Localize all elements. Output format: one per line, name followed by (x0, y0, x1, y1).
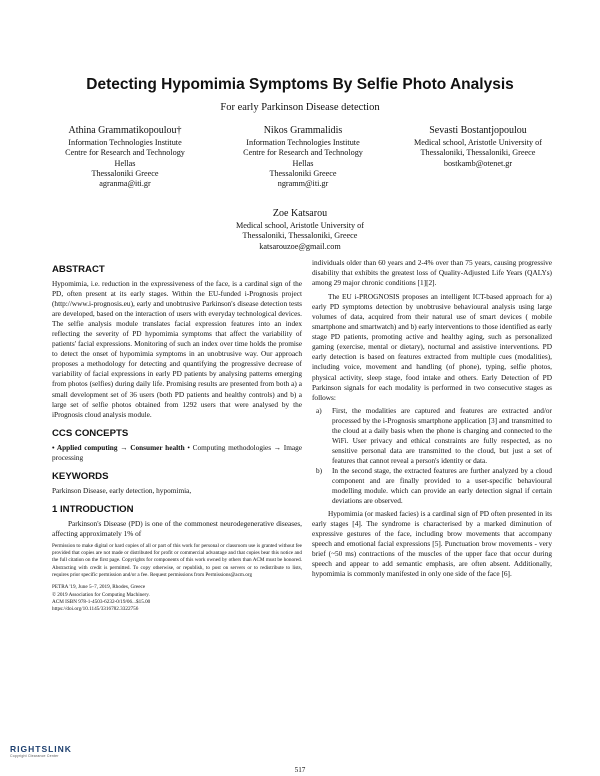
publication-info (52, 584, 302, 613)
list-item (312, 406, 552, 466)
author-block (378, 124, 578, 169)
intro-paragraph: Parkinson's Disease (PD) is one of the commonest neurodegenerative diseases, affecting approximately 1% of (52, 518, 302, 538)
intro-paragraph: individuals older than 60 years and 2-4% over than 75 years, causing progressive disability that exhibits the greatest loss of Quality-Adjusted Life Years (QALYs) among 29 major chronic conditions [1][2]. (312, 258, 552, 288)
author-name: Athina Grammatikopoulou† (68, 125, 182, 136)
rightslink-logo[interactable] (10, 744, 78, 762)
list-label: a) (316, 405, 322, 415)
ccs-item: • Computing methodologies → Image processing (52, 442, 303, 462)
abstract-text: Hypomimia, i.e. reduction in the expressiveness of the face, is a cardinal sign of the PD, often present at its early stages. Within the EU-funded i-Prognosis project (http://www.i-prognosis.eu), early and unobtrusive Parkinson's disease detection tests are developed, based on the interaction of users with everyday technological devices. The selfie analysis module translates facial expression features into an index reflecting the severity of PD hypomimia symptoms that affect the variability of patients' facial expressions. Monitoring of such an index over time holds the promise to detect the onset of hypomimia symptoms in an unobtrusive way. Our approach proposes a methodology for detecting and quantifying the progressive decrease of variability of facial expressions in early PD patients by analysing patterns emerging from photos (selfies) during daily life. Promising results are presented from both a) a small development set of 36 users (both PD patients and healthy controls) and b) a large set of selfie photos obtained from 1292 users that were analysed by the iPrognosis cloud analysis module. (52, 279, 302, 419)
isbn-line: ACM ISBN 978-1-4503-6232-0/19/06...$15.00 (52, 598, 151, 605)
copyright-line: © 2019 Association for Computing Machinery. (52, 591, 150, 598)
list-text: In the second stage, the extracted features are further analyzed by a cloud component and are finally provided to a user-specific behavioural modelling module. which can provide an early detection signal if certain deviations are observed. (332, 465, 552, 506)
ccs-item: • Applied computing → Consumer health (52, 442, 185, 452)
author-email[interactable]: bostkamb@otenet.gr (443, 158, 513, 168)
rightslink-logo-text: RIGHTSLINK (10, 744, 72, 754)
abstract-heading: ABSTRACT (52, 264, 105, 275)
right-column (312, 258, 552, 579)
author-affiliation: Thessaloniki Greece (269, 168, 337, 178)
author-name: Sevasti Bostantjopoulou (429, 125, 527, 136)
permission-footnote: Permission to make digital or hard copies of all or part of this work for personal or classroom use is granted without fee provided that copies are not made or distributed for profit or commercial advantage and that copies bear this notice and the full citation on the first page. Copyrights for components of this work owned by others than ACM must be honored. Abstracting with credit is permitted. To copy otherwise, or republish, to post on servers or to redistribute to lists, requires prior specific permission and/or a fee. Request permissions from Permissions@acm.org (52, 542, 302, 578)
rightslink-logo-subtext: Copyright Clearance Center (10, 754, 59, 758)
author-affiliation: Centre for Research and Technology (65, 148, 185, 158)
author-name: Zoe Katsarou (272, 208, 328, 219)
author-affiliation: Medical school, Aristotle University of (413, 138, 543, 147)
author-affiliation: Thessaloniki, Thessaloniki, Greece (242, 231, 358, 241)
author-affiliation: Thessaloniki, Thessaloniki, Greece (420, 148, 536, 158)
list-item (312, 466, 552, 506)
keywords-heading: KEYWORDS (52, 470, 109, 482)
author-email[interactable]: katsarouzoe@gmail.com (259, 241, 341, 251)
paper-title: Detecting Hypomimia Symptoms By Selfie Photo Analysis (86, 76, 514, 93)
stage-list (312, 406, 552, 506)
intro-paragraph: Hypomimia (or masked facies) is a cardinal sign of PD often presented in its early stages [4]. The syndrome is characterised by a marked diminution of expressive gestures of the face, including brow movements that accompany speech and emotional facial expressions [5]. Punctuation brow movements - very brief (~50 ms) contractions of the muscles of the upper face that occur during speech and appear to add semantic emphasis, are often absent. Additionally, hypomimia is commonly manifested in only one side of the face [6]. (312, 509, 552, 579)
doi-link[interactable]: https://doi.org/10.1145/3316782.3322756 (52, 606, 139, 613)
author-affiliation: Information Technologies Institute (246, 138, 360, 147)
conference-line: PETRA '19, June 5–7, 2019, Rhodes, Greece (52, 584, 146, 591)
author-name: Nikos Grammalidis (263, 125, 343, 136)
author-email[interactable]: ngramm@iti.gr (277, 179, 329, 189)
author-affiliation: Hellas (114, 158, 136, 168)
author-block (200, 207, 400, 252)
ccs-heading: CCS CONCEPTS (52, 427, 129, 439)
paper-subtitle: For early Parkinson Disease detection (220, 102, 380, 113)
left-column (52, 264, 302, 613)
intro-heading: 1 INTRODUCTION (52, 503, 134, 515)
author-affiliation: Thessaloniki Greece (91, 168, 159, 178)
intro-paragraph: The EU i-PROGNOSIS proposes an intelligent ICT-based approach for a) early PD symptoms detection by unobtrusive behavioural analysis using large volumes of data, acquired from their natural use of smart devices ( mobile smartphone and smartwatch) and b) early interventions to those identified as early stage PD patients, promoting active and healthy aging, such as personalized gaming (exercise, mental or dietary), nocturnal and assistive interventions. PD early detection is based on features extracted from multiple cues (modalities), including voice, movement and handling (of phone), typing, selfie photos, physical activity, sleep stage, food intake and others. Early Detection of PD Parkinson signals for each modality is performed in two consecutive stages as follows: (312, 292, 552, 402)
author-block (30, 124, 220, 189)
list-label: b) (316, 465, 323, 475)
ccs-concepts (52, 443, 302, 463)
author-block (208, 124, 398, 189)
author-affiliation: Information Technologies Institute (68, 138, 182, 147)
author-affiliation: Hellas (292, 158, 314, 168)
author-affiliation: Medical school, Aristotle University of (235, 221, 365, 230)
page-number: 517 (294, 766, 306, 774)
author-email[interactable]: agranma@iti.gr (99, 179, 151, 189)
author-affiliation: Centre for Research and Technology (243, 148, 363, 158)
keywords-text: Parkinson Disease, early detection, hypomimia, (52, 485, 192, 495)
list-text: First, the modalities are captured and features are extracted and/or processed by the i-Prognosis smartphone application [3] and transmitted to the cloud at a daily basis when the phone is charging and connected to the WiFi. User privacy and ethical constraints are fully respected, as no sensitive personal data are transmitted to the cloud, but just a set of features that cannot reveal a person's identity or data. (332, 405, 552, 465)
